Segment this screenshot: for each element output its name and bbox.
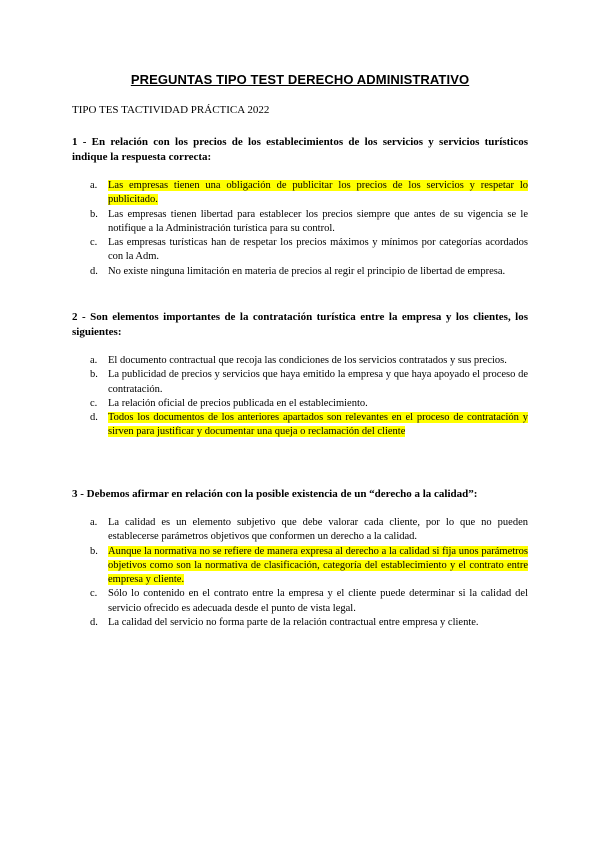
option-text: La publicidad de precios y servicios que haya emitido la empresa y que haya apoyado el proceso de contratación. — [108, 369, 528, 395]
option-2d — [72, 411, 528, 440]
option-3d — [72, 616, 528, 630]
option-text: Las empresas turísticas han de respetar los precios máximos y mínimos por categorías acordados con la Adm. — [108, 237, 528, 263]
question-3-options — [72, 516, 528, 630]
option-letter: a. — [90, 355, 98, 366]
document-title: PREGUNTAS TIPO TEST DERECHO ADMINISTRATIVO — [130, 72, 470, 87]
option-letter: c. — [90, 588, 98, 600]
option-letter: d. — [90, 265, 98, 277]
option-letter: d. — [90, 617, 98, 629]
option-2b — [72, 368, 528, 397]
option-letter: c. — [90, 397, 98, 409]
question-3: 3 - Debemos afirmar en relación con la posible existencia de un “derecho a la calidad”: — [72, 488, 478, 500]
option-3c — [72, 587, 528, 616]
option-letter: b. — [90, 208, 98, 220]
option-text-highlighted: Aunque la normativa no se refiere de manera expresa al derecho a la calidad si fija unos parámetros objetivos como son la normativa de clasificación, categoría del establecimiento y el contrato entre empresa y cliente. — [108, 545, 528, 586]
option-text: La relación oficial de precios publicada en el establecimiento. — [108, 397, 368, 409]
question-2: 2 - Son elementos importantes de la contratación turística entre la empresa y los clientes, los siguientes: — [72, 311, 528, 338]
option-text-highlighted: Todos los documentos de los anteriores apartados son relevantes en el proceso de contratación y sirven para justificar y documentar una queja o reclamación del cliente — [108, 412, 528, 438]
option-3b — [72, 545, 528, 588]
option-letter: b. — [90, 545, 98, 557]
option-1b — [72, 208, 528, 237]
option-3a — [72, 516, 528, 545]
option-text: El documento contractual que recoja las condiciones de los servicios contratados y sus precios. — [108, 355, 507, 366]
option-letter: a. — [90, 517, 98, 528]
option-2c — [72, 397, 528, 411]
option-1c — [72, 236, 528, 265]
option-2a — [72, 354, 528, 368]
option-1d — [72, 265, 528, 279]
question-1-options — [72, 179, 528, 279]
option-text: Sólo lo contenido en el contrato entre la empresa y el cliente puede determinar si la calidad del servicio ofrecido es adecuada desde el punto de vista legal. — [108, 588, 528, 614]
option-1a — [72, 179, 528, 208]
question-2-options — [72, 354, 528, 440]
option-letter: a. — [90, 180, 98, 191]
option-letter: c. — [90, 237, 98, 249]
option-text: Las empresas tienen libertad para establecer los precios siempre que antes de su vigencia se le notifique a la Administración turística para su control. — [108, 208, 528, 234]
option-letter: b. — [90, 369, 98, 381]
option-text-highlighted: Las empresas tienen una obligación de publicitar los precios de los servicios y respetar lo publicitado. — [108, 180, 528, 206]
question-1: 1 - En relación con los precios de los establecimientos de los servicios y servicios turísticos indique la respuesta correcta: — [72, 136, 528, 163]
option-text: No existe ninguna limitación en materia de precios al regir el principio de libertad de empresa. — [108, 265, 506, 277]
option-letter: d. — [90, 412, 98, 424]
document-subtitle: TIPO TES TACTIVIDAD PRÁCTICA 2022 — [72, 104, 270, 116]
option-text: La calidad es un elemento subjetivo que debe valorar cada cliente, por lo que no pueden establecerse parámetros objetivos que conformen un derecho a la calidad. — [108, 517, 528, 543]
option-text: La calidad del servicio no forma parte de la relación contractual entre empresa y cliente. — [108, 617, 479, 629]
